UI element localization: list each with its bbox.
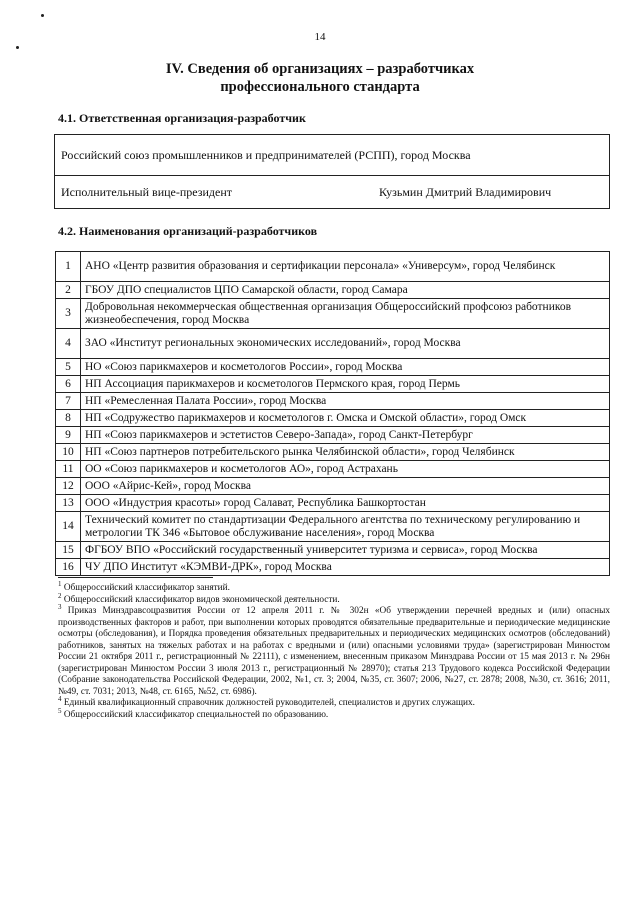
page-number: 14	[314, 31, 326, 43]
row-number: 11	[56, 461, 81, 478]
organization-name: ЧУ ДПО Институт «КЭМВИ-ДРК», город Москва	[81, 559, 610, 576]
organization-name: Добровольная некоммерческая общественная организация Общероссийский профсоюз работников жизнеобеспечения, город Москва	[81, 299, 610, 329]
organization-name: Технический комитет по стандартизации Федерального агентства по техническому регулированию и метрологии ТК 346 «Бытовое обслуживание населения», город Москва	[81, 512, 610, 542]
table-row	[56, 461, 610, 478]
organization-name: ЗАО «Институт региональных экономических исследований», город Москва	[81, 329, 610, 359]
responsible-position: Исполнительный вице-президент	[55, 176, 368, 209]
row-number: 1	[56, 252, 81, 282]
footnote-mark: 2	[58, 591, 62, 600]
table-row	[56, 512, 610, 542]
row-number: 9	[56, 427, 81, 444]
footnote-mark: 1	[58, 579, 62, 588]
table-row	[56, 252, 610, 282]
organization-name: НО «Союз парикмахеров и косметологов России», город Москва	[81, 359, 610, 376]
table-row	[56, 444, 610, 461]
row-number: 4	[56, 329, 81, 359]
organization-name: НП «Ремесленная Палата России», город Москва	[81, 393, 610, 410]
table-row	[56, 393, 610, 410]
table-row	[56, 495, 610, 512]
table-row	[56, 282, 610, 299]
row-number: 13	[56, 495, 81, 512]
row-number: 8	[56, 410, 81, 427]
table-row	[55, 135, 610, 176]
responsible-heading: 4.1. Ответственная организация-разработчик	[58, 111, 306, 125]
organization-name: АНО «Центр развития образования и сертификации персонала» «Универсум», город Челябинск	[81, 252, 610, 282]
row-number: 12	[56, 478, 81, 495]
table-row	[56, 427, 610, 444]
footnote-mark: 5	[58, 706, 62, 715]
row-number: 3	[56, 299, 81, 329]
organization-name: ООО «Айрис-Кей», город Москва	[81, 478, 610, 495]
footnote	[58, 579, 610, 595]
table-row	[56, 542, 610, 559]
section-title-line: профессионального стандарта	[220, 79, 420, 95]
footnotes	[58, 579, 610, 721]
footnote-text: Общероссийский классификатор видов экономической деятельности.	[63, 594, 340, 605]
table-row	[56, 478, 610, 495]
row-number: 2	[56, 282, 81, 299]
footnote-text: Единый квалификационный справочник должностей руководителей, специалистов и других служащих.	[63, 698, 476, 708]
responsible-person: Кузьмин Дмитрий Владимирович	[367, 176, 610, 209]
organization-name: НП «Содружество парикмахеров и косметологов г. Омска и Омской области», город Омск	[81, 410, 610, 427]
row-number: 16	[56, 559, 81, 576]
footnote	[58, 706, 610, 722]
developers-table	[55, 251, 610, 576]
footnote	[58, 591, 610, 607]
footnote	[58, 694, 610, 710]
table-row	[56, 559, 610, 576]
table-row	[56, 376, 610, 393]
row-number: 6	[56, 376, 81, 393]
footnote-text: Приказ Минздравсоцразвития России от 12 апреля 2011 г. № 302н «Об утверждении перечней вредных и (или) опасных производственных факторов и работ, при выполнении которых проводятся обязательные предварительные и периодические медицинские осмотры (обследования), и Порядка проведения обязательных предварительных и периодических медицинских осмотров (обследований) работников, занятых на тяжелых работах и на работах с вредными и (или) опасными условиями труда» (зарегистрирован Минюстом России 21 октября 2011 г., регистрационный № 22111), с изменением, внесенным приказом Минздрава России от 15 мая 2013 г. № 296н (зарегистрирован Минюстом России 3 июля 2013 г., регистрационный № 28970); статья 213 Трудового кодекса Российской Федерации (Собрание законодательства Российской Федерации, 2002, №1, ст. 3; 2004, №35, ст. 3607; 2006, №27, ст. 2878; 2008, №30, ст. 3616; 2011, №49, ст. 7031; 2013, №48, ст. 6165, №52, ст. 6986).	[58, 606, 610, 697]
section-title	[0, 60, 640, 96]
organization-name: ГБОУ ДПО специалистов ЦПО Самарской области, город Самара	[81, 282, 610, 299]
table-row	[55, 176, 610, 209]
organization-name: НП Ассоциация парикмахеров и косметологов Пермского края, город Пермь	[81, 376, 610, 393]
organization-name: НП «Союз парикмахеров и эстетистов Северо-Запада», город Санкт-Петербург	[81, 427, 610, 444]
row-number: 15	[56, 542, 81, 559]
organization-name: НП «Союз партнеров потребительского рынка Челябинской области», город Челябинск	[81, 444, 610, 461]
footnote-mark: 3	[58, 602, 62, 611]
table-row	[56, 329, 610, 359]
responsible-organization-name: Российский союз промышленников и предпринимателей (РСПП), город Москва	[55, 135, 610, 176]
row-number: 10	[56, 444, 81, 461]
footnote-text: Общероссийский классификатор занятий.	[63, 583, 230, 593]
section-title-line: IV. Сведения об организациях – разработчиках	[165, 61, 475, 77]
table-row	[56, 359, 610, 376]
table-row	[56, 410, 610, 427]
scan-speck	[16, 46, 19, 49]
footnote	[58, 602, 610, 698]
table-row	[56, 299, 610, 329]
responsible-organization-table	[54, 134, 610, 209]
footnote-divider	[58, 577, 213, 578]
row-number: 14	[56, 512, 81, 542]
organization-name: ОО «Союз парикмахеров и косметологов АО», город Астрахань	[81, 461, 610, 478]
developers-heading: 4.2. Наименования организаций-разработчиков	[58, 224, 318, 238]
row-number: 5	[56, 359, 81, 376]
row-number: 7	[56, 393, 81, 410]
footnote-mark: 4	[58, 694, 62, 703]
footnote-text: Общероссийский классификатор специальностей по образованию.	[63, 709, 329, 720]
organization-name: ООО «Индустрия красоты» город Салават, Республика Башкортостан	[81, 495, 610, 512]
organization-name: ФГБОУ ВПО «Российский государственный университет туризма и сервиса», город Москва	[81, 542, 610, 559]
scan-speck	[41, 14, 44, 17]
